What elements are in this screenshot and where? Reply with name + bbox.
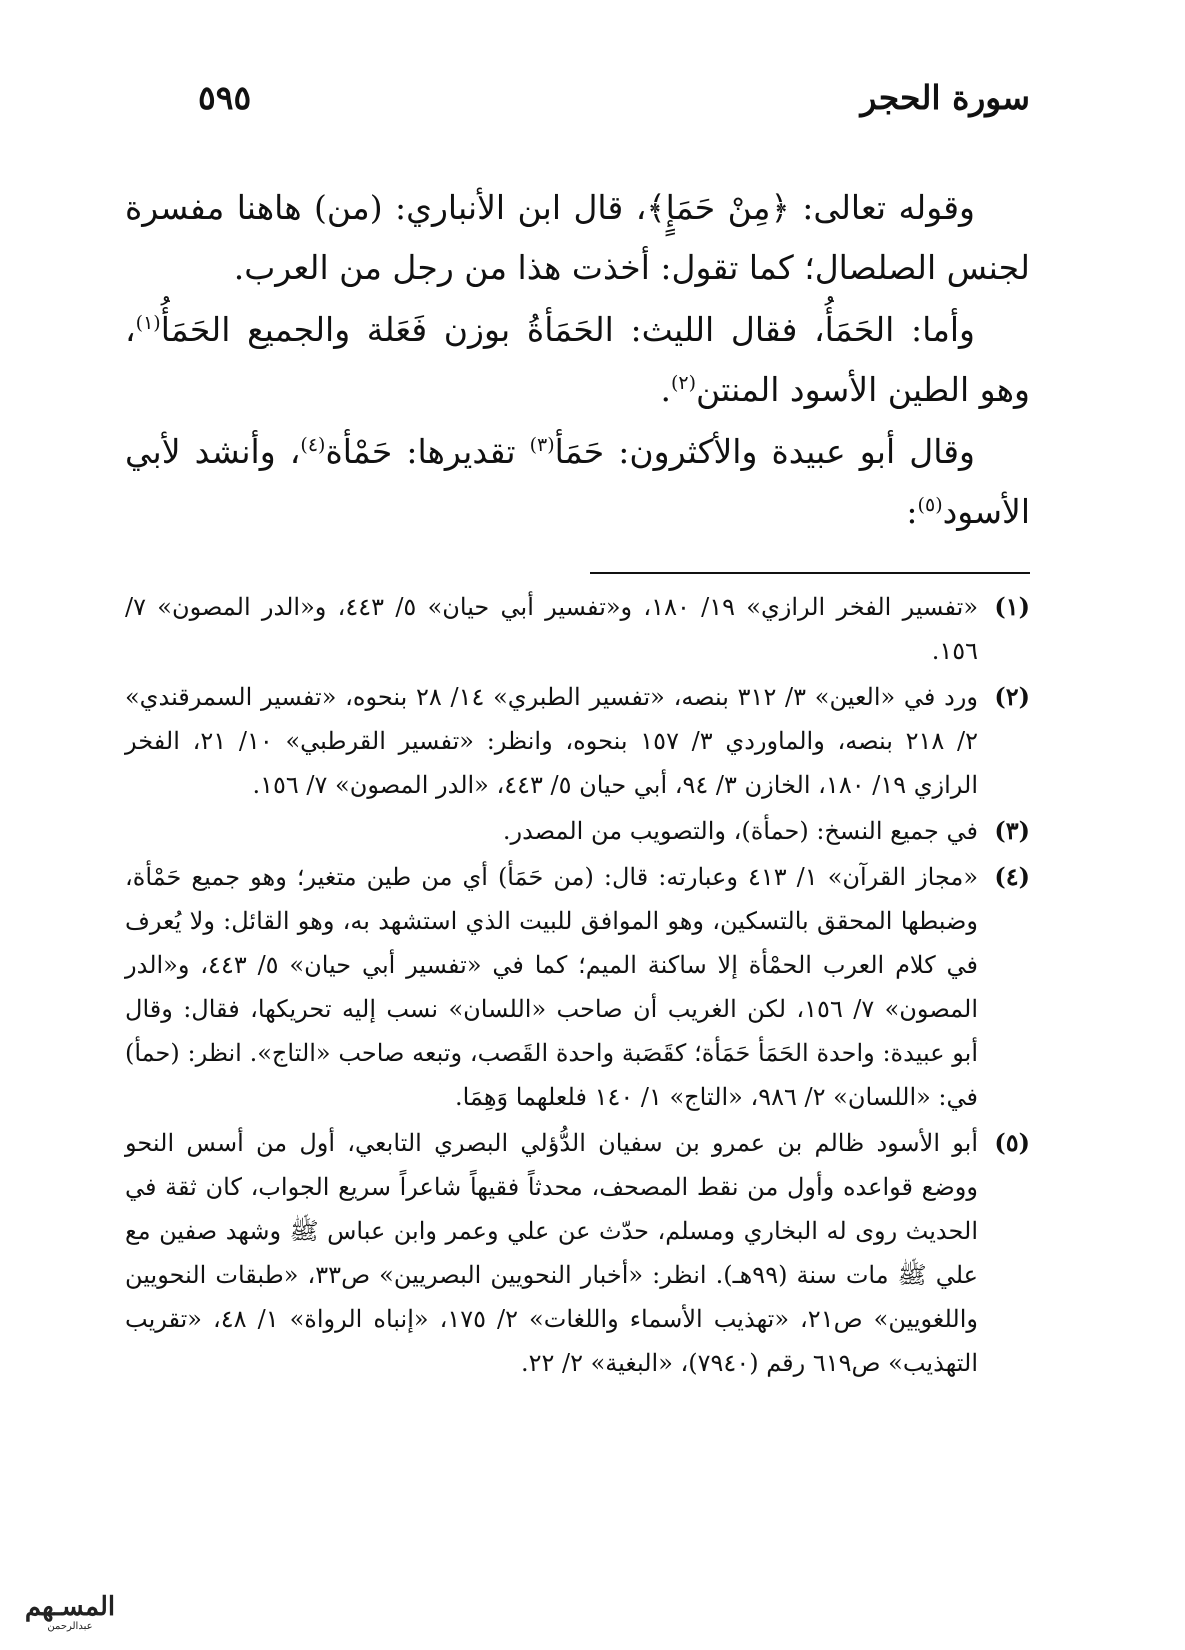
paragraph-2-part-c: . xyxy=(660,370,671,409)
seal-sub-text: عبدالرحمن xyxy=(47,1621,93,1632)
paragraph-3-part-a: وقال أبو عبيدة والأكثرون: حَمَأ xyxy=(554,432,975,471)
paragraph-3 xyxy=(125,422,1030,542)
footnote-text: «مجاز القرآن» ١/ ٤١٣ وعبارته: قال: (من حَمَأ) أي من طين متغير؛ وهو جميع حَمْأة، وضبطها المحقق بالتسكين، وهو الموافق للبيت الذي استشهد به، وهو القائل: ولا يُعرف في كلام العرب الحمْأة إلا ساكنة الميم؛ كما في «تفسير أبي حيان» ٥/ ٤٤٣، و«الدر المصون» ٧/ ١٥٦، لكن الغريب أن صاحب «اللسان» نسب إليه تحريكها، فقال: وقال أبو عبيدة: واحدة الحَمَأ حَمَأة؛ كقَصَبة واحدة القَصب، وتبعه صاحب «التاج». انظر: (حمأ) في: «اللسان» ٢/ ٩٨٦، «التاج» ١/ ١٤٠ فلعلهما وَهِمَا. xyxy=(125,863,979,1111)
footnote-separator xyxy=(590,572,1030,574)
paragraph-3-part-d: : xyxy=(906,492,918,531)
paragraph-2-part-b: ، وهو الطين الأسود المنتن xyxy=(125,310,1030,409)
paragraph-3-part-b: تقديرها: حَمْأة xyxy=(325,432,530,471)
footnote-number: (٥) xyxy=(994,1128,1030,1157)
library-seal-logo xyxy=(10,1592,130,1640)
paragraph-3-part-c: ، وأنشد لأبي الأسود xyxy=(125,432,1030,531)
footnotes xyxy=(125,585,1030,1387)
page-header xyxy=(0,78,1185,128)
footnote-number: (٣) xyxy=(994,816,1030,845)
paragraph-2 xyxy=(125,300,1030,420)
footnote-text: ورد في «العين» ٣/ ٣١٢ بنصه، «تفسير الطبري» ١٤/ ٢٨ بنحوه، «تفسير السمرقندي» ٢/ ٢١٨ بنصه، والماوردي ٣/ ١٥٧ بنحوه، وانظر: «تفسير القرطبي» ١٠/ ٢١، الفخر الرازي ١٩/ ١٨٠، الخازن ٣/ ٩٤، أبي حيان ٥/ ٤٤٣، «الدر المصون» ٧/ ١٥٦. xyxy=(125,683,979,799)
seal-main-text: المسـهم xyxy=(24,1592,116,1622)
footnote-text: في جميع النسخ: (حمأة)، والتصويب من المصدر. xyxy=(502,817,978,845)
paragraph-2-part-a: وأما: الحَمَأُ، فقال الليث: الحَمَأةُ بوزن فَعَلة والجميع الحَمَأُ xyxy=(160,310,975,349)
footnote-3 xyxy=(125,809,1030,853)
footnote-ref-3[interactable]: (٣) xyxy=(529,434,555,456)
footnote-text: «تفسير الفخر الرازي» ١٩/ ١٨٠، و«تفسير أبي حيان» ٥/ ٤٤٣، و«الدر المصون» ٧/ ١٥٦. xyxy=(125,593,978,665)
footnote-ref-2[interactable]: (٢) xyxy=(670,372,697,394)
footnote-text: أبو الأسود ظالم بن عمرو بن سفيان الدُّؤلي البصري التابعي، أول من أسس النحو ووضع قواعده وأول من نقط المصحف، محدثاً فقيهاً شاعراً سريع الجواب، كان ثقة في الحديث روى له البخاري ومسلم، حدّث عن علي وعمر وابن عباس ﷺ وشهد صفين مع علي ﷺ مات سنة (٩٩هـ). انظر: «أخبار النحويين البصريين» ص٣٣، «طبقات النحويين واللغويين» ص٢١، «تهذيب الأسماء واللغات» ٢/ ١٧٥، «إنباه الرواة» ١/ ٤٨، «تقريب التهذيب» ص٦١٩ رقم (٧٩٤٠)، «البغية» ٢/ ٢٢. xyxy=(125,1129,978,1377)
surah-title: سورة الحجر xyxy=(860,78,1030,117)
footnote-4 xyxy=(125,855,1030,1119)
footnote-number: (١) xyxy=(994,592,1030,621)
footnote-number: (٢) xyxy=(994,682,1030,711)
footnote-ref-4[interactable]: (٤) xyxy=(300,434,326,456)
footnote-1 xyxy=(125,585,1030,673)
footnote-number: (٤) xyxy=(994,862,1030,891)
main-text xyxy=(125,178,1030,544)
footnote-2 xyxy=(125,675,1030,807)
footnote-5 xyxy=(125,1121,1030,1385)
paragraph-1: وقوله تعالى: ﴿مِنْ حَمَإٍ﴾، قال ابن الأنباري: (من) هاهنا مفسرة لجنس الصلصال؛ كما تقول: أخذت هذا من رجل من العرب. xyxy=(125,188,1030,287)
footnote-ref-5[interactable]: (٥) xyxy=(917,494,943,516)
footnote-ref-1[interactable]: (١) xyxy=(135,312,161,334)
page-number: ٥٩٥ xyxy=(198,78,252,117)
